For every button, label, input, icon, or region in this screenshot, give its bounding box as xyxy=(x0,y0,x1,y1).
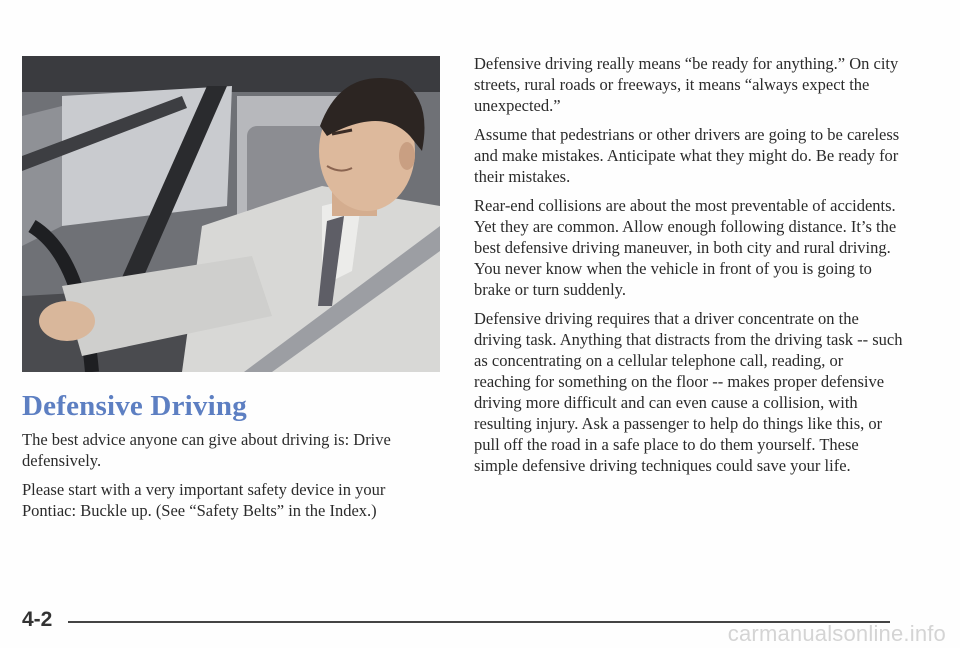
page-number: 4-2 xyxy=(22,608,53,631)
paragraph: Assume that pedestrians or other drivers are going to be careless and make mistakes. Anticipate what they might do. Be ready for their mistakes. xyxy=(474,125,900,186)
paragraph: The best advice anyone can give about driving is: Drive defensively. xyxy=(22,430,391,470)
driver-illustration-icon xyxy=(22,56,440,372)
left-column-text xyxy=(22,429,442,529)
paragraph: Defensive driving requires that a driver concentrate on the driving task. Anything that distracts from the driving task -- such as concentrating on a cellular telephone call, reading, or reaching for something on the floor -- makes proper defensive driving more difficult and can even cause a collision, with resulting injury. Ask a passenger to help do things like this, or pull off the road in a safe place to do them yourself. These simple defensive driving techniques could save your life. xyxy=(474,309,903,475)
section-title: Defensive Driving xyxy=(22,390,247,422)
driver-seatbelt-illustration xyxy=(22,56,440,372)
right-column-text xyxy=(474,53,904,484)
paragraph: Defensive driving really means “be ready for anything.” On city streets, rural roads or freeways, it means “always expect the unexpected.” xyxy=(474,54,899,115)
paragraph: Rear-end collisions are about the most preventable of accidents. Yet they are common. Allow enough following distance. It’s the best defensive driving maneuver, in both city and rural driving. You never know when the vehicle in front of you is going to brake or turn suddenly. xyxy=(474,196,897,299)
paragraph: Please start with a very important safety device in your Pontiac: Buckle up. (See “Safety Belts” in the Index.) xyxy=(22,480,386,520)
watermark-text: carmanualsonline.info xyxy=(727,621,946,646)
